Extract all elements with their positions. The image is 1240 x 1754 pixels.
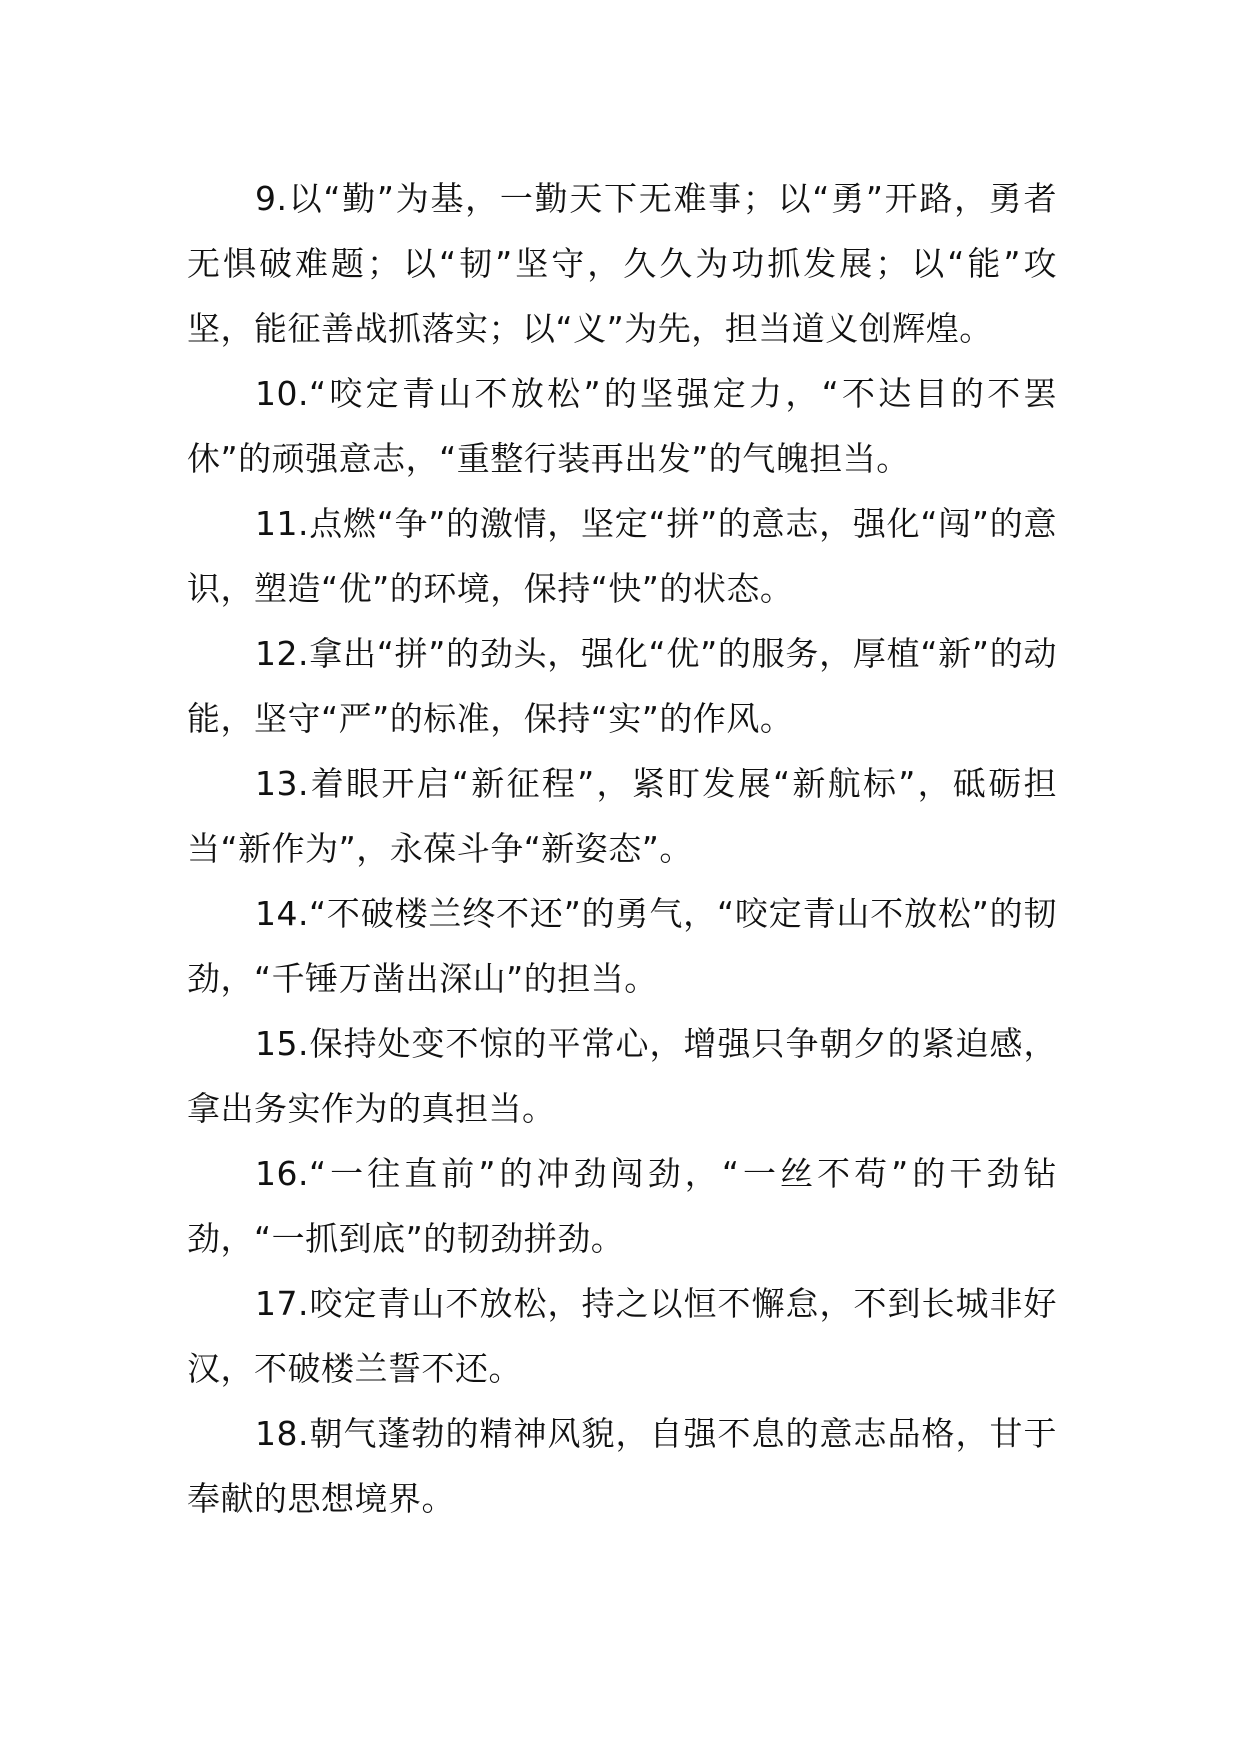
paragraph-item-11: 11.点燃“争”的激情，坚定“拼”的意志，强化“闯”的意识，塑造“优”的环境，保持“快”的状态。 [187,504,1057,608]
paragraph-item-15: 15.保持处变不惊的平常心，增强只争朝夕的紧迫感，拿出务实作为的真担当。 [187,1024,1057,1128]
paragraph-item-9: 9.以“勤”为基，一勤天下无难事；以“勇”开路，勇者无惧破难题；以“韧”坚守，久久为功抓发展；以“能”攻坚，能征善战抓落实；以“义”为先，担当道义创辉煌。 [187,179,1057,348]
document-body [187,166,1057,1531]
paragraph-item-14: 14.“不破楼兰终不还”的勇气，“咬定青山不放松”的韧劲，“千锤万凿出深山”的担当。 [187,894,1057,998]
paragraph-item-12: 12.拿出“拼”的劲头，强化“优”的服务，厚植“新”的动能，坚守“严”的标准，保持“实”的作风。 [187,634,1057,738]
paragraph-item-10: 10.“咬定青山不放松”的坚强定力，“不达目的不罢休”的顽强意志，“重整行装再出发”的气魄担当。 [187,374,1057,478]
paragraph-item-16: 16.“一往直前”的冲劲闯劲，“一丝不苟”的干劲钻劲，“一抓到底”的韧劲拼劲。 [187,1154,1057,1258]
paragraph-item-13: 13.着眼开启“新征程”，紧盯发展“新航标”，砥砺担当“新作为”，永葆斗争“新姿态”。 [187,764,1057,868]
paragraph-item-18: 18.朝气蓬勃的精神风貌，自强不息的意志品格，甘于奉献的思想境界。 [187,1414,1057,1518]
paragraph-item-17: 17.咬定青山不放松，持之以恒不懈怠，不到长城非好汉，不破楼兰誓不还。 [187,1284,1057,1388]
